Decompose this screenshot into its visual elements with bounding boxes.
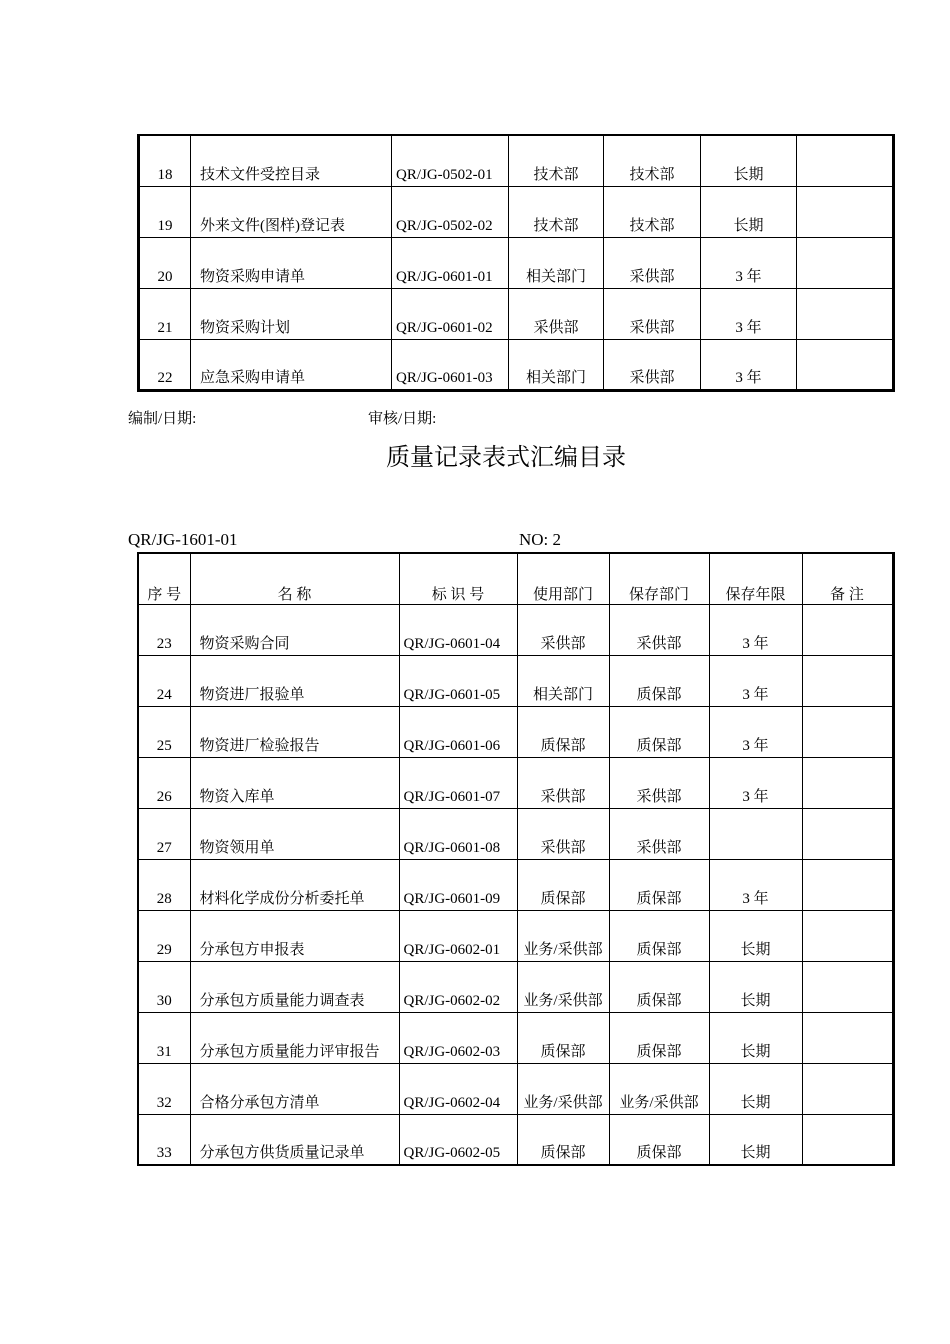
- cell-name: 分承包方质量能力调查表: [190, 961, 399, 1012]
- cell-use-dept: 采供部: [517, 604, 609, 655]
- cell-remark: [797, 339, 894, 390]
- cell-keep-dept: 采供部: [604, 288, 701, 339]
- cell-period: 长期: [709, 1012, 802, 1063]
- cell-keep-dept: 技术部: [604, 186, 701, 237]
- cell-name: 分承包方质量能力评审报告: [190, 1012, 399, 1063]
- table-row: [139, 288, 894, 339]
- reviewer-date-label: 审核/日期:: [368, 411, 437, 427]
- cell-period: 长期: [709, 1063, 802, 1114]
- cell-code: QR/JG-0502-01: [392, 135, 509, 186]
- header-keep-dept: 保存部门: [609, 553, 709, 604]
- header-code: 标 识 号: [399, 553, 517, 604]
- cell-name: 分承包方申报表: [190, 910, 399, 961]
- cell-code: QR/JG-0502-02: [392, 186, 509, 237]
- header-remark: 备 注: [802, 553, 893, 604]
- cell-period: 长期: [701, 186, 797, 237]
- record-table-continued: [137, 134, 895, 392]
- table-row: [139, 186, 894, 237]
- cell-no: 28: [138, 859, 190, 910]
- cell-code: QR/JG-0601-07: [399, 757, 517, 808]
- cell-remark: [802, 859, 893, 910]
- cell-remark: [802, 604, 893, 655]
- cell-code: QR/JG-0602-04: [399, 1063, 517, 1114]
- table-row: [139, 135, 894, 186]
- cell-remark: [802, 808, 893, 859]
- cell-keep-dept: 采供部: [604, 339, 701, 390]
- cell-remark: [802, 1114, 893, 1165]
- cell-use-dept: 技术部: [509, 186, 604, 237]
- cell-no: 25: [138, 706, 190, 757]
- cell-use-dept: 质保部: [517, 1012, 609, 1063]
- cell-use-dept: 采供部: [509, 288, 604, 339]
- cell-name: 物资入库单: [190, 757, 399, 808]
- cell-no: 20: [139, 237, 191, 288]
- cell-no: 33: [138, 1114, 190, 1165]
- cell-keep-dept: 业务/采供部: [609, 1063, 709, 1114]
- cell-period: 长期: [709, 1114, 802, 1165]
- cell-code: QR/JG-0602-03: [399, 1012, 517, 1063]
- cell-name: 物资采购合同: [190, 604, 399, 655]
- cell-keep-dept: 质保部: [609, 859, 709, 910]
- cell-remark: [802, 1012, 893, 1063]
- cell-keep-dept: 质保部: [609, 961, 709, 1012]
- table-row: [138, 808, 893, 859]
- cell-remark: [802, 961, 893, 1012]
- cell-use-dept: 业务/采供部: [517, 1063, 609, 1114]
- cell-remark: [797, 135, 894, 186]
- cell-keep-dept: 质保部: [609, 1012, 709, 1063]
- cell-keep-dept: 质保部: [609, 655, 709, 706]
- cell-period: 3 年: [709, 655, 802, 706]
- cell-period: 3 年: [709, 757, 802, 808]
- table-row: [138, 655, 893, 706]
- cell-keep-dept: 质保部: [609, 910, 709, 961]
- cell-period: 3 年: [701, 339, 797, 390]
- cell-no: 30: [138, 961, 190, 1012]
- cell-keep-dept: 技术部: [604, 135, 701, 186]
- cell-keep-dept: 质保部: [609, 1114, 709, 1165]
- document-code: QR/JG-1601-01: [128, 530, 238, 549]
- cell-period: 3 年: [709, 706, 802, 757]
- cell-keep-dept: 质保部: [609, 706, 709, 757]
- header-period: 保存年限: [709, 553, 802, 604]
- table-row: [138, 910, 893, 961]
- cell-remark: [797, 186, 894, 237]
- cell-use-dept: 相关部门: [517, 655, 609, 706]
- cell-use-dept: 质保部: [517, 706, 609, 757]
- table-row: [138, 1063, 893, 1114]
- table-header-row: [138, 553, 893, 604]
- cell-name: 合格分承包方清单: [190, 1063, 399, 1114]
- cell-code: QR/JG-0601-08: [399, 808, 517, 859]
- cell-use-dept: 相关部门: [509, 339, 604, 390]
- cell-code: QR/JG-0601-06: [399, 706, 517, 757]
- cell-remark: [802, 757, 893, 808]
- table-row: [138, 706, 893, 757]
- cell-no: 26: [138, 757, 190, 808]
- cell-code: QR/JG-0601-09: [399, 859, 517, 910]
- cell-remark: [802, 910, 893, 961]
- cell-name: 物资进厂检验报告: [190, 706, 399, 757]
- cell-no: 21: [139, 288, 191, 339]
- cell-code: QR/JG-0601-02: [392, 288, 509, 339]
- table-row: [138, 859, 893, 910]
- cell-code: QR/JG-0602-02: [399, 961, 517, 1012]
- cell-period: 长期: [709, 961, 802, 1012]
- header-no: 序 号: [138, 553, 190, 604]
- record-table: [137, 552, 895, 1166]
- table-row: [138, 961, 893, 1012]
- cell-no: 29: [138, 910, 190, 961]
- cell-code: QR/JG-0601-04: [399, 604, 517, 655]
- cell-code: QR/JG-0601-05: [399, 655, 517, 706]
- cell-use-dept: 质保部: [517, 1114, 609, 1165]
- header-use-dept: 使用部门: [517, 553, 609, 604]
- table-row: [138, 757, 893, 808]
- cell-no: 27: [138, 808, 190, 859]
- cell-period: 3 年: [709, 604, 802, 655]
- cell-keep-dept: 采供部: [609, 808, 709, 859]
- cell-use-dept: 相关部门: [509, 237, 604, 288]
- table-row: [138, 604, 893, 655]
- cell-period: 3 年: [709, 859, 802, 910]
- cell-code: QR/JG-0601-01: [392, 237, 509, 288]
- cell-no: 24: [138, 655, 190, 706]
- cell-use-dept: 业务/采供部: [517, 910, 609, 961]
- cell-no: 31: [138, 1012, 190, 1063]
- cell-remark: [802, 1063, 893, 1114]
- cell-period: 长期: [701, 135, 797, 186]
- cell-name: 物资采购计划: [191, 288, 392, 339]
- cell-use-dept: 采供部: [517, 808, 609, 859]
- table-row: [138, 1114, 893, 1165]
- cell-no: 23: [138, 604, 190, 655]
- cell-no: 32: [138, 1063, 190, 1114]
- header-name: 名 称: [190, 553, 399, 604]
- cell-name: 技术文件受控目录: [191, 135, 392, 186]
- cell-period: [709, 808, 802, 859]
- cell-no: 22: [139, 339, 191, 390]
- cell-name: 外来文件(图样)登记表: [191, 186, 392, 237]
- cell-no: 18: [139, 135, 191, 186]
- cell-code: QR/JG-0602-01: [399, 910, 517, 961]
- editor-date-label: 编制/日期:: [128, 411, 197, 427]
- cell-keep-dept: 采供部: [609, 604, 709, 655]
- cell-keep-dept: 采供部: [609, 757, 709, 808]
- table-row: [138, 1012, 893, 1063]
- cell-remark: [797, 288, 894, 339]
- cell-use-dept: 质保部: [517, 859, 609, 910]
- cell-name: 分承包方供货质量记录单: [190, 1114, 399, 1165]
- cell-name: 应急采购申请单: [191, 339, 392, 390]
- cell-use-dept: 技术部: [509, 135, 604, 186]
- cell-remark: [802, 655, 893, 706]
- cell-period: 长期: [709, 910, 802, 961]
- cell-code: QR/JG-0601-03: [392, 339, 509, 390]
- cell-name: 材料化学成份分析委托单: [190, 859, 399, 910]
- table-row: [139, 339, 894, 390]
- cell-use-dept: 业务/采供部: [517, 961, 609, 1012]
- cell-use-dept: 采供部: [517, 757, 609, 808]
- page-title: 质量记录表式汇编目录: [386, 443, 626, 471]
- cell-period: 3 年: [701, 237, 797, 288]
- cell-remark: [802, 706, 893, 757]
- cell-no: 19: [139, 186, 191, 237]
- cell-keep-dept: 采供部: [604, 237, 701, 288]
- document-number: NO: 2: [519, 530, 562, 549]
- cell-code: QR/JG-0602-05: [399, 1114, 517, 1165]
- cell-name: 物资采购申请单: [191, 237, 392, 288]
- cell-name: 物资领用单: [190, 808, 399, 859]
- table-row: [139, 237, 894, 288]
- cell-period: 3 年: [701, 288, 797, 339]
- cell-name: 物资进厂报验单: [190, 655, 399, 706]
- cell-remark: [797, 237, 894, 288]
